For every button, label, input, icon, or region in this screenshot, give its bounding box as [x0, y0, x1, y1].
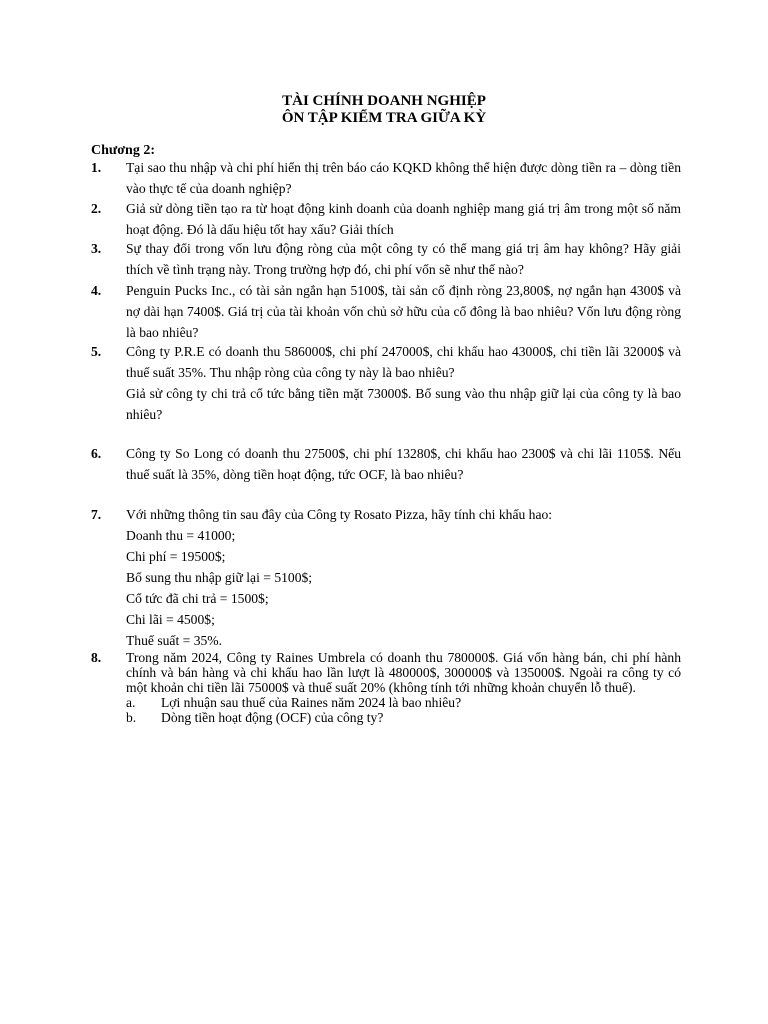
question-number: 6. — [91, 446, 102, 461]
data-line: Thuế suất = 35%. — [126, 633, 223, 648]
data-line: Chi lãi = 4500$; — [126, 612, 215, 627]
question-number: 8. — [91, 650, 102, 665]
sub-question-text: Dòng tiền hoạt động (OCF) của công ty? — [161, 710, 384, 725]
question-number: 2. — [91, 201, 102, 216]
sub-question-letter: a. — [126, 695, 136, 710]
question-8 — [91, 650, 681, 725]
question-4 — [91, 280, 681, 343]
sub-question-a — [126, 695, 681, 710]
document-subtitle: ÔN TẬP KIỂM TRA GIỮA KỲ — [281, 110, 487, 126]
question-7 — [91, 504, 681, 651]
question-text: Penguin Pucks Inc., có tài sản ngắn hạn 5100$, tài sản cố định ròng 23,800$, nợ ngắn hạn 4300$ và nợ dài hạn 7400$. Giá trị của tài khoản vốn chủ sở hữu của cổ đông là bao nhiêu? Vốn lưu động ròng là bao nhiêu? — [126, 283, 681, 340]
question-text: Công ty So Long có doanh thu 27500$, chi phí 13280$, chi khấu hao 2300$ và chi lãi 1105$. Nếu thuế suất là 35%, dòng tiền hoạt động, tức OCF, là bao nhiêu? — [126, 446, 681, 482]
data-line: Chi phí = 19500$; — [126, 549, 226, 564]
question-6 — [91, 443, 681, 485]
question-text: Trong năm 2024, Công ty Raines Umbrela có doanh thu 780000$. Giá vốn hàng bán, chi phí hành chính và bán hàng và chi khấu hao lần lượt là 480000$, 300000$ và 135000$. Ngoài ra công ty có một khoản chi tiền lãi 75000$ và thuế suất 20% (không tính tới những khoản chuyển lỗ thuế). — [126, 650, 681, 695]
data-line: Bổ sung thu nhập giữ lại = 5100$; — [126, 570, 313, 585]
data-line: Cổ tức đã chi trả = 1500$; — [126, 591, 269, 606]
question-number: 7. — [91, 507, 102, 522]
question-text-continued: Giả sử công ty chi trả cổ tức bằng tiền mặt 73000$. Bổ sung vào thu nhập giữ lại của công ty là bao nhiêu? — [126, 386, 681, 422]
question-text: Công ty P.R.E có doanh thu 586000$, chi phí 247000$, chi khấu hao 43000$, chi tiền lãi 32000$ và thuế suất 35%. Thu nhập ròng của công ty này là bao nhiêu? — [126, 344, 681, 380]
sub-question-b — [126, 710, 681, 725]
question-text: Giả sử dòng tiền tạo ra từ hoạt động kinh doanh của doanh nghiệp mang giá trị âm trong một số năm hoạt động. Đó là dấu hiệu tốt hay xấu? Giải thích — [126, 201, 681, 237]
question-text: Tại sao thu nhập và chi phí hiển thị trên báo cáo KQKD không thể hiện được dòng tiền ra – dòng tiền vào thực tế của doanh nghiệp? — [126, 160, 681, 196]
question-number: 3. — [91, 241, 102, 256]
question-text: Sự thay đổi trong vốn lưu động ròng của một công ty có thể mang giá trị âm hay không? Hãy giải thích về tình trạng này. Trong trường hợp đó, chi phí vốn sẽ như thế nào? — [126, 241, 681, 277]
question-number: 5. — [91, 344, 102, 359]
document-title: TÀI CHÍNH DOANH NGHIỆP — [282, 93, 486, 109]
question-text: Với những thông tin sau đây của Công ty Rosato Pizza, hãy tính chi khấu hao: — [126, 507, 553, 522]
question-2 — [91, 198, 681, 240]
sub-question-text: Lợi nhuận sau thuế của Raines năm 2024 là bao nhiêu? — [161, 695, 462, 710]
question-5 — [91, 341, 681, 425]
sub-question-letter: b. — [126, 710, 137, 725]
chapter-heading: Chương 2: — [91, 143, 155, 158]
data-line: Doanh thu = 41000; — [126, 528, 236, 543]
question-3 — [91, 238, 681, 280]
question-number: 4. — [91, 283, 102, 298]
question-1 — [91, 157, 681, 199]
question-number: 1. — [91, 160, 102, 175]
